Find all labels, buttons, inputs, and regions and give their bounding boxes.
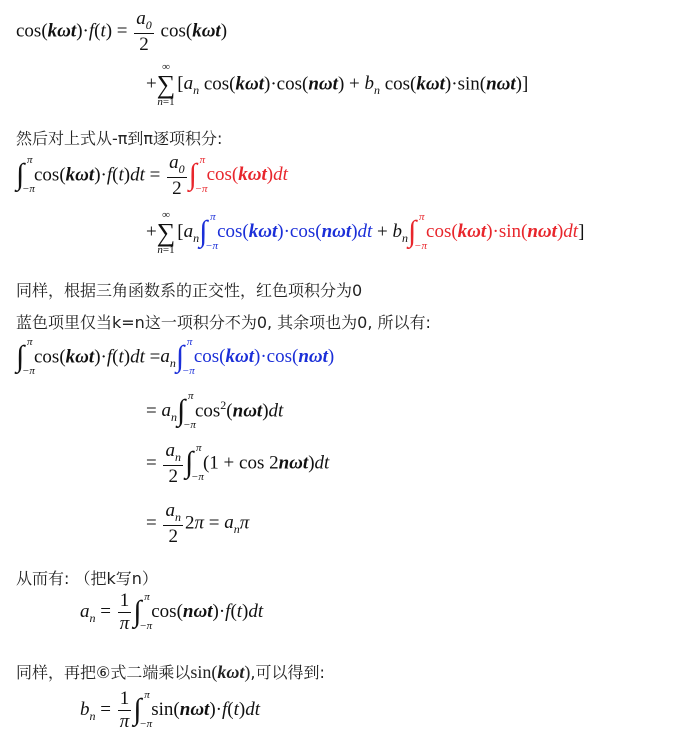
equation-an-formula: $a_n$ = $\frac{1}{\pi}$ ∫ π −π cos(nωt)·f(t)dt [80,590,264,634]
red-integral-term-2: ∫ π −π cos(kωt)·sin(nωt)dt [408,211,579,252]
fraction-an-over-2: $\frac{a_n}{2}$ [165,500,181,547]
equation-line-9: = $a_n$ ∫ π −π $\cos^2(n\omega t)dt$ [146,390,284,431]
equation-line-8: ∫ π −π $\cos(k\omega t)\cdot f(t)dt =a_n$ ∫ π −π cos(kωt)·cos(nωt) [16,336,335,377]
equation-line-5: + ∞ ∑ n=1 [$a_n$ ∫ π −π $\cos(k\omega t)\cdot\cos(n\omega t)dt + b_n$ ∫ π −π cos(kωt)·sin(nωt)dt] [146,209,585,256]
integral-symbol: ∫ π −π [199,211,219,252]
text-line-therefore: 从而有: （把k写n） [16,569,158,588]
fraction-1-over-pi: $\frac{1}{\pi}$ [119,688,130,732]
integral-symbol: ∫ π −π [16,153,35,195]
text-line-blue-term: 蓝色项里仅当k=n这一项积分不为0, 其余项也为0, 所以有: [16,313,431,332]
blue-integral-term: ∫ π −π cos(kωt)·cos(nωt) [175,336,335,377]
blue-integral-term: ∫ π −π cos(kωt)·cos(nωt)dt [199,211,373,252]
integral-symbol: ∫ π −π [184,441,204,483]
text-line-integrate: 然后对上式从-π到π逐项积分: [16,129,223,148]
fraction-a0-over-2: $\frac{a_0}{2}$ [136,8,152,55]
fraction-a0-over-2: $\frac{a_0}{2}$ [169,152,185,199]
summation-symbol: ∞ ∑ n=1 [156,61,176,108]
red-integral-term: ∫ π −π cos(kωt)dt [188,153,288,195]
text-line-similarly [16,660,325,683]
integral-symbol: ∫ π −π [133,688,153,730]
equation-line-11: = $\frac{a_n}{2}$ $2\pi = a_n\pi$ [146,500,250,547]
fraction-an-over-2: $\frac{a_n}{2}$ [165,440,181,487]
inline-sin-kwt: sin(kωt) [190,662,251,682]
equation-line-10: = $\frac{a_n}{2}$ ∫ π −π (1 + cos 2nωt)dt [146,440,330,487]
integral-symbol: ∫ π −π [408,211,427,252]
equation-line-4: ∫ π −π cos(kωt)·f(t)dt = $\frac{a_0}{2}$ ∫ π −π cos(kωt)dt [16,152,288,199]
text-similarly-post: ,可以得到: [250,663,325,682]
integral-symbol: ∫ π −π [176,390,196,431]
integral-symbol: ∫ π −π [133,590,153,632]
fraction-1-over-pi: $\frac{1}{\pi}$ [119,590,130,634]
equation-line-2: + ∞ ∑ n=1 [$a_n$ $\cos(k\omega t)\cdot\cos(n\omega t) + b_n$ cos(kωt)·sin(nωt)] [146,61,529,108]
integral-symbol: ∫ π −π [16,336,35,377]
equation-bn-formula: $b_n$ = $\frac{1}{\pi}$ ∫ π −π sin(nωt)·f(t)dt [80,688,260,732]
text-line-orthogonality: 同样，根据三角函数系的正交性，红色项积分为0 [16,281,363,300]
text-similarly-pre: 同样，再把⑥式二端乘以 [16,663,191,682]
summation-symbol: ∞ ∑ n=1 [156,209,176,256]
equation-line-1: cos(kωt)·f(t) = $\frac{a_0}{2}$ cos(kωt) [16,8,228,55]
integral-symbol: ∫ π −π [175,336,195,377]
integral-symbol: ∫ π −π [188,153,208,195]
